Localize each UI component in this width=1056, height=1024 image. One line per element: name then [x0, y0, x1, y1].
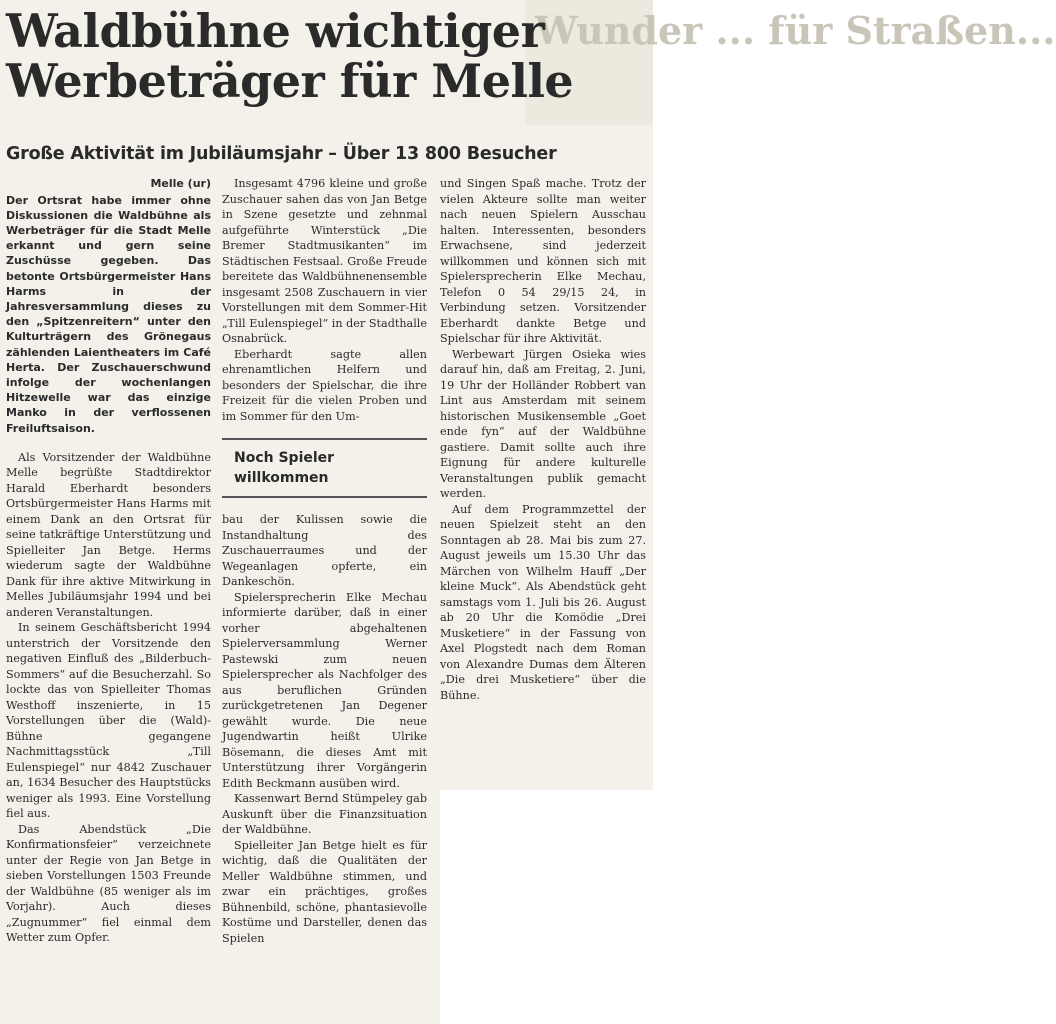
blank-area	[440, 790, 653, 1024]
article-subheadline: Große Aktivität im Jubiläumsjahr – Über 13 800 Besucher	[6, 144, 557, 164]
adjacent-article-headline-fragment: Wunder ... für Straßen...	[535, 8, 1056, 53]
paragraph: Als Vorsitzender der Waldbühne Melle begrüßte Stadtdirektor Harald Eberhardt besonders Ortsbürgermeister Hans Harms mit einem Dank an den Ortsrat für seine tatkräftige Unterstützung und Spielleiter Jan Betge. Herms wiederum sagte der Waldbühne Dank für ihre aktive Mitwirkung in Melles Jubiläumsjahr 1994 und bei anderen Veranstaltungen.	[6, 450, 211, 619]
paragraph: Das Abendstück „Die Konfirmationsfeier“ verzeichnete unter der Regie von Jan Betge in sieben Vorstellungen 1503 Freunde der Waldbühne (85 weniger als im Vorjahr). Auch dieses „Zugnummer“ fiel einmal dem Wetter zum Opfer.	[6, 822, 211, 945]
box-heading: Noch Spieler willkommen	[222, 438, 427, 498]
article-lead: Der Ortsrat habe immer ohne Diskussionen die Waldbühne als Werbeträger für die Stadt Melle erkannt und gern seine Zuschüsse gegeben. Das betonte Ortsbürgermeister Hans Harms in der Jahresversammlung dieses zu den „Spitzenreitern“ unter den Kulturträgern des Grönegaus zählenden Laientheaters im Café Herta. Der Zuschauerschwund infolge der wochenlangen Hitzewelle war das einzige Manko in der verflossenen Freiluftsaison.	[6, 193, 211, 435]
paragraph: Insgesamt 4796 kleine und große Zuschauer sahen das von Jan Betge in Szene gesetzte und zehnmal aufgeführte Winterstück „Die Bremer Stadtmusikanten“ im Städtischen Festsaal. Große Freude bereitete das Waldbühnenensemble insgesamt 2508 Zuschauern in vier Vorstellungen mit dem Sommer-Hit „Till Eulenspiegel“ in der Stadthalle Osnabrück.	[222, 177, 427, 345]
paragraph: Eberhardt sagte allen ehrenamtlichen Helfern und besonders der Spielschar, die ihre Freizeit für die vielen Proben und im Sommer für den Um-	[222, 347, 427, 423]
paragraph: In seinem Geschäftsbericht 1994 unterstrich der Vorsitzende den negativen Einfluß des „Bilderbuch-Sommers“ auf die Besucherzahl. So lockte das von Spielleiter Thomas Westhoff inszenierte, in 15 Vorstellungen über die (Wald)-Bühne gegangene Nachmittagsstück „Till Eulenspiegel“ nur 4842 Zuschauer an, 1634 Besucher des Hauptstücks weniger als 1993. Eine Vorstellung fiel aus.	[6, 621, 211, 821]
paragraph: bau der Kulissen sowie die Instandhaltung des Zuschauerraumes und der Wegeanlagen opferte, ein Dankeschön.	[222, 513, 427, 588]
column-3	[440, 176, 646, 788]
column-1	[6, 176, 211, 946]
paragraph: Kassenwart Bernd Stümpeley gab Auskunft über die Finanzsituation der Waldbühne.	[222, 792, 427, 836]
column-2	[222, 176, 427, 946]
dateline: Melle (ur)	[150, 177, 211, 190]
paragraph: und Singen Spaß mache. Trotz der vielen Akteure sollte man weiter nach neuen Spielern Ausschau halten. Interessenten, besonders Erwachsene, sind jederzeit willkommen und können sich mit Spielersprecherin Elke Mechau, Telefon 0 54 29/15 24, in Verbindung setzen. Vorsitzender Eberhardt dankte Betge und Spielschar für ihre Aktivität.	[440, 177, 646, 345]
paragraph: Spielleiter Jan Betge hielt es für wichtig, daß die Qualitäten der Meller Waldbühne stimmen, und zwar ein prächtiges, großes Bühnenbild, schöne, phantasievolle Kostüme und Darsteller, denen das Spielen	[222, 838, 427, 945]
paragraph: Auf dem Programmzettel der neuen Spielzeit steht an den Sonntagen ab 28. Mai bis zum 27. August jeweils um 15.30 Uhr das Märchen von Wilhelm Hauff „Der kleine Muck“. Als Abendstück geht samstags vom 1. Juli bis 26. August ab 20 Uhr die Komödie „Drei Musketiere“ in der Fassung von Axel Plogstedt nach dem Roman von Alexandre Dumas dem Älteren „Die drei Musketiere“ über die Bühne.	[440, 502, 646, 702]
paragraph: Werbewart Jürgen Osieka wies darauf hin, daß am Freitag, 2. Juni, 19 Uhr der Holländer Robbert van Lint aus Amsterdam mit seinem historischen Musikensemble „Goet ende fyn“ auf der Waldbühne gastiere. Damit sollte auch ihre Eignung für andere kulturelle Veranstaltungen publik gemacht werden.	[440, 347, 646, 500]
paragraph: Spielersprecherin Elke Mechau informierte darüber, daß in einer vorher abgehaltenen Spielerversammlung Werner Pastewski zum neuen Spielersprecher als Nachfolger des aus beruflichen Gründen zurückgetretenen Jan Degener gewählt wurde. Die neue Jugendwartin heißt Ulrike Bösemann, die dieses Amt mit Unterstützung ihrer Vorgängerin Edith Beckmann ausüben wird.	[222, 590, 427, 790]
article-headline: Waldbühne wichtiger Werbeträger für Melle	[6, 4, 574, 108]
